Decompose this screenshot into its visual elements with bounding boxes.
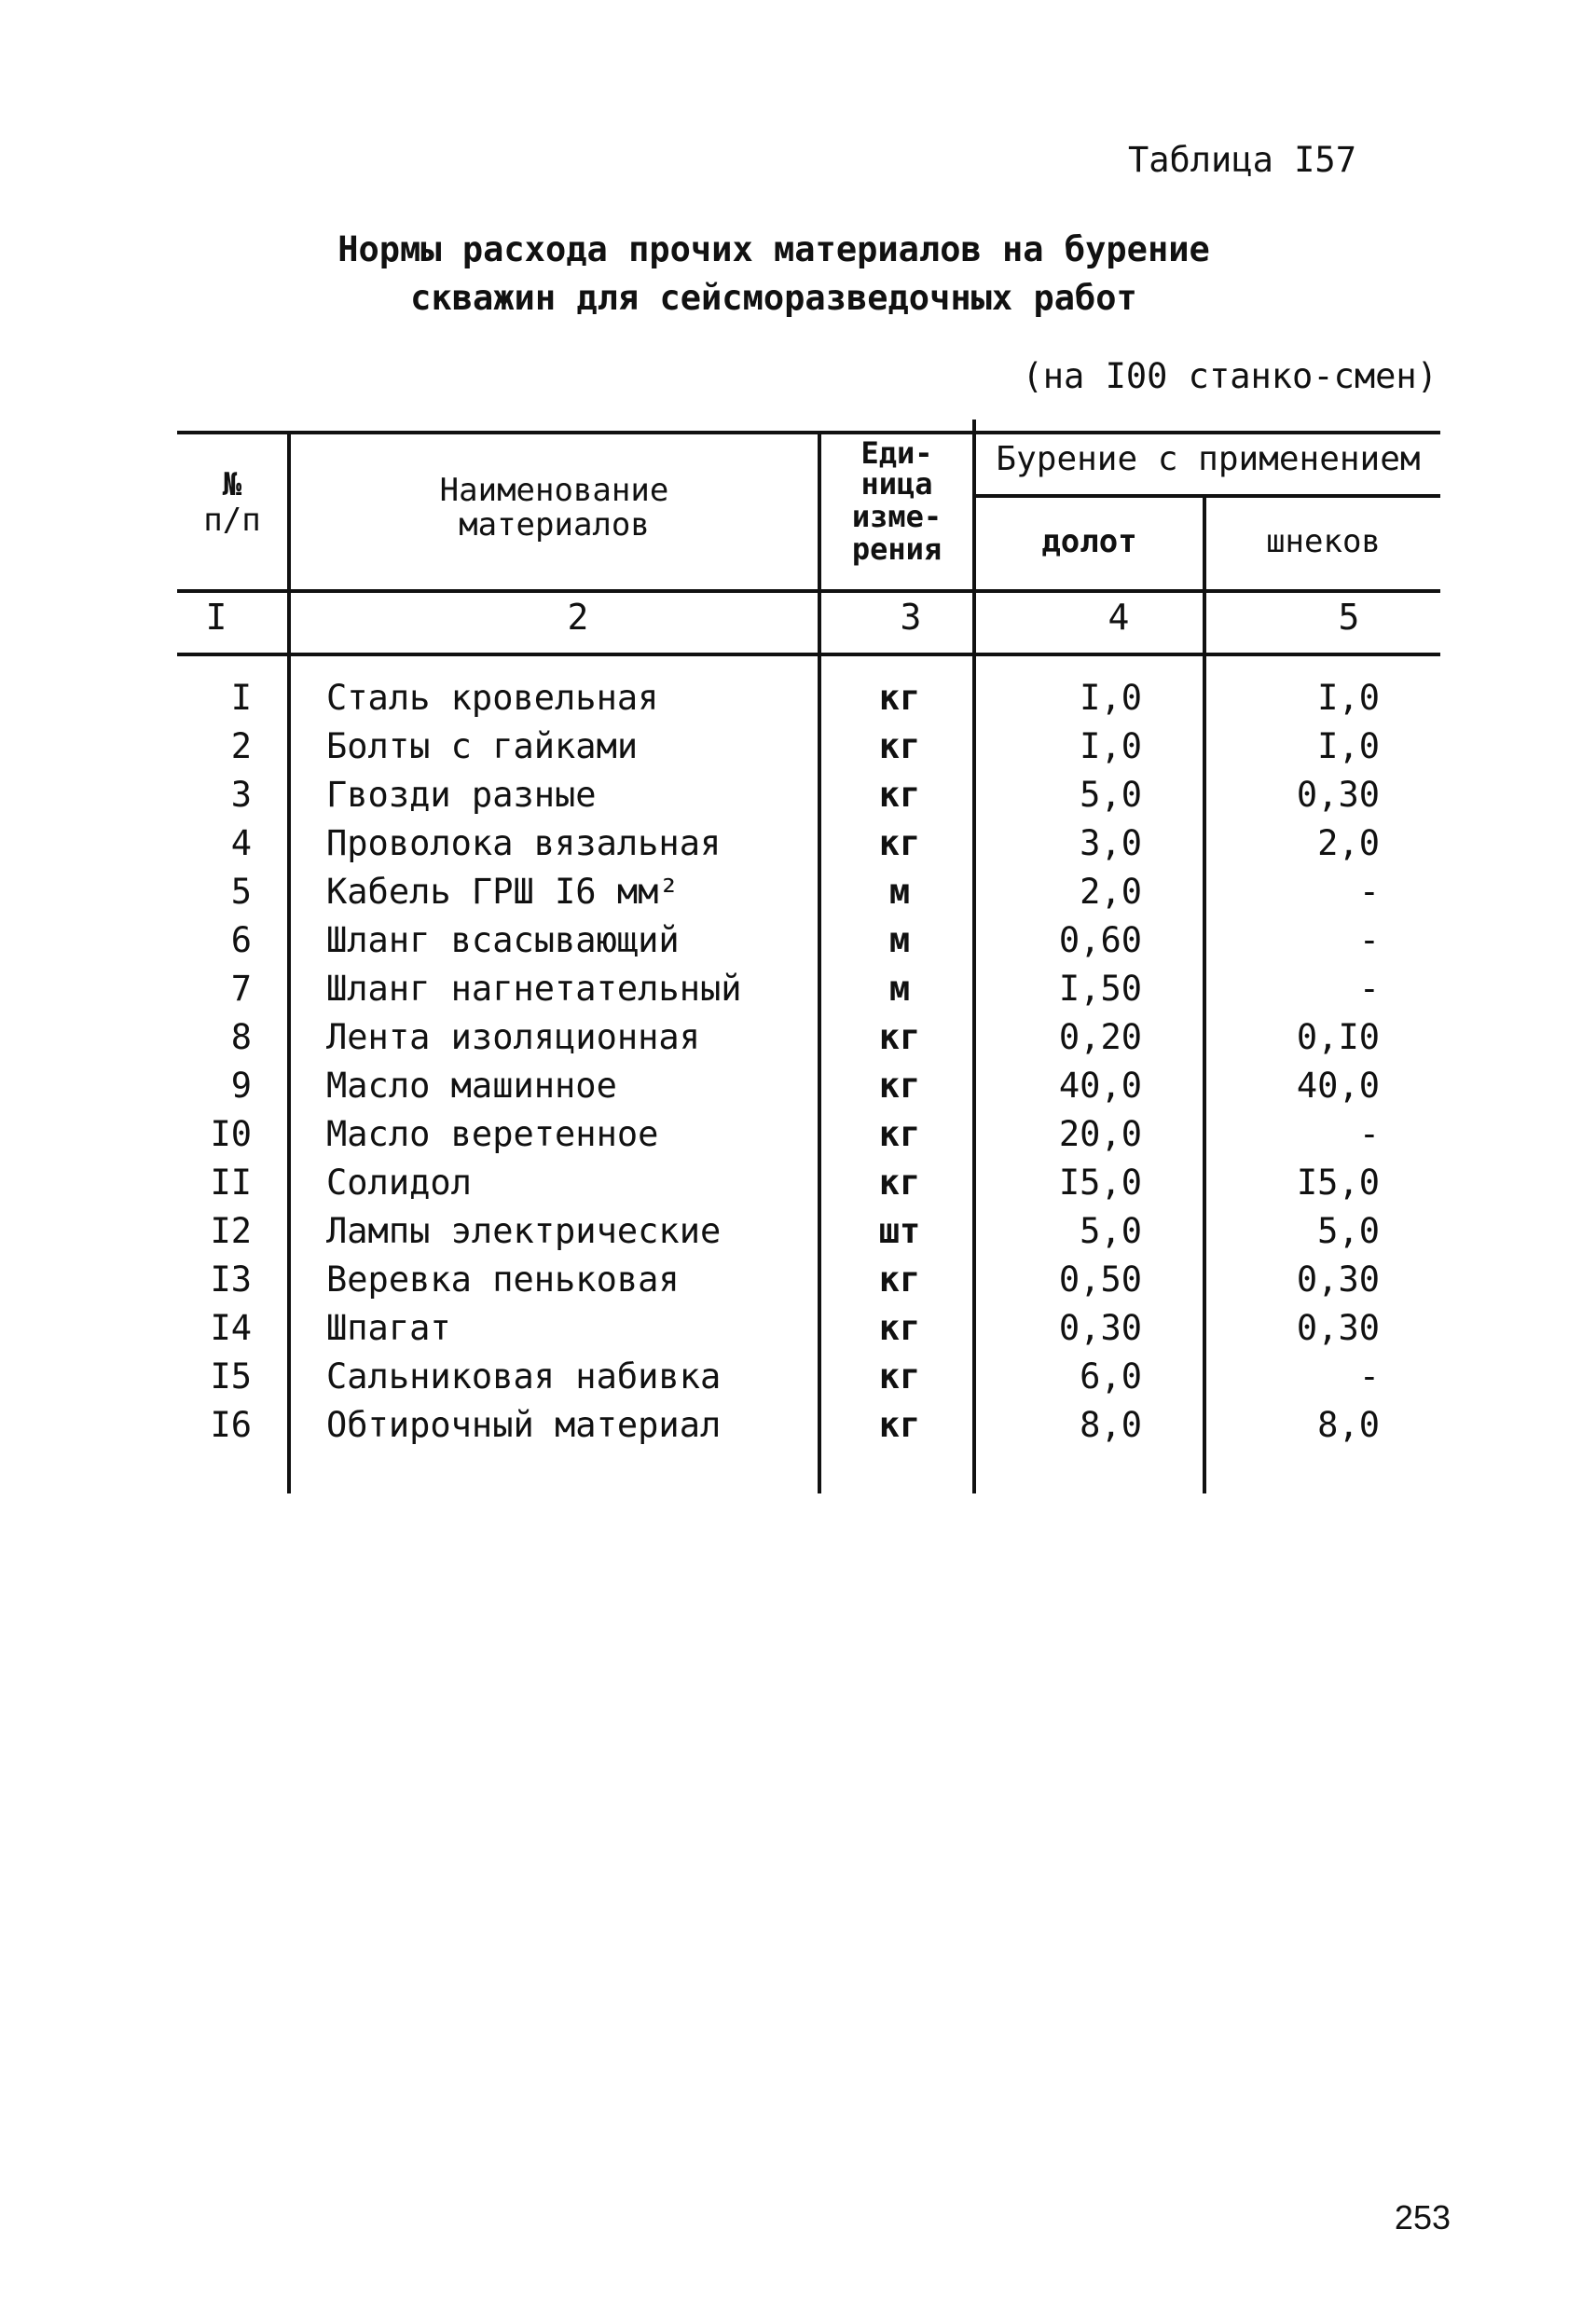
unit-of-measure: кг bbox=[878, 1405, 921, 1445]
material-name: Сальниковая набивка bbox=[326, 1356, 722, 1397]
unit-of-measure: кг bbox=[878, 775, 921, 815]
material-name: Проволока вязальная bbox=[326, 823, 722, 863]
table-title-line-1: Нормы расхода прочих материалов на бурение bbox=[337, 229, 1210, 269]
norm-dolot: 0,20 bbox=[1058, 1017, 1142, 1057]
norm-shnek: 2,0 bbox=[1317, 823, 1380, 863]
header-unit-line-3: изме- bbox=[851, 499, 942, 534]
unit-of-measure: кг bbox=[878, 823, 921, 863]
material-name: Масло машинное bbox=[326, 1066, 617, 1106]
column-number-4: 4 bbox=[1108, 597, 1130, 638]
table-row bbox=[0, 920, 1596, 969]
norm-shnek: - bbox=[1358, 1356, 1380, 1397]
unit-of-measure: кг bbox=[878, 1308, 921, 1348]
norm-shnek: - bbox=[1358, 1114, 1380, 1154]
material-name: Шланг всасывающий bbox=[326, 920, 680, 960]
unit-of-measure: кг bbox=[878, 1017, 921, 1057]
norm-shnek: - bbox=[1358, 920, 1380, 960]
row-number: 9 bbox=[230, 1066, 252, 1106]
table-row bbox=[0, 1211, 1596, 1259]
material-name: Сталь кровельная bbox=[326, 678, 659, 718]
header-num-label: п/п bbox=[203, 502, 261, 539]
column-number-1: I bbox=[205, 597, 227, 638]
table-row bbox=[0, 678, 1596, 726]
row-number: II bbox=[210, 1163, 252, 1203]
row-number: I5 bbox=[210, 1356, 252, 1397]
row-number: 8 bbox=[230, 1017, 252, 1057]
row-number: I2 bbox=[210, 1211, 252, 1251]
norm-dolot: 20,0 bbox=[1058, 1114, 1142, 1154]
header-dolot: долот bbox=[1041, 523, 1137, 560]
unit-of-measure: м bbox=[888, 969, 911, 1009]
norm-dolot: I,0 bbox=[1080, 678, 1142, 718]
material-name: Лента изоляционная bbox=[326, 1017, 700, 1057]
row-number: 2 bbox=[230, 726, 252, 766]
norm-dolot: 0,30 bbox=[1058, 1308, 1142, 1348]
header-name-line-1: Наименование bbox=[439, 472, 669, 509]
norm-dolot: 3,0 bbox=[1080, 823, 1142, 863]
unit-of-measure: кг bbox=[878, 678, 921, 718]
material-name: Солидол bbox=[326, 1163, 472, 1203]
norm-shnek: I,0 bbox=[1317, 726, 1380, 766]
table-title-line-2: скважин для сейсморазведочных работ bbox=[410, 278, 1137, 318]
row-number: 4 bbox=[230, 823, 252, 863]
norm-dolot: 6,0 bbox=[1080, 1356, 1142, 1397]
material-name: Веревка пеньковая bbox=[326, 1259, 680, 1300]
norm-dolot: 2,0 bbox=[1080, 872, 1142, 912]
table-row bbox=[0, 969, 1596, 1017]
material-name: Шланг нагнетательный bbox=[326, 969, 742, 1009]
unit-of-measure: м bbox=[888, 920, 911, 960]
table-row bbox=[0, 1163, 1596, 1211]
header-name-line-2: материалов bbox=[459, 506, 650, 544]
header-drilling-group: Бурение с применением bbox=[996, 440, 1421, 478]
material-name: Гвозди разные bbox=[326, 775, 597, 815]
unit-of-measure: шт bbox=[878, 1211, 921, 1251]
header-unit-line-4: рения bbox=[851, 531, 942, 567]
unit-of-measure: м bbox=[888, 872, 911, 912]
table-label: Таблица I57 bbox=[1127, 140, 1356, 180]
table-row bbox=[0, 1405, 1596, 1453]
table-row bbox=[0, 823, 1596, 872]
group-header-divider bbox=[974, 494, 1440, 498]
unit-of-measure: кг bbox=[878, 1114, 921, 1154]
norm-shnek: 0,30 bbox=[1296, 775, 1380, 815]
row-number: I0 bbox=[210, 1114, 252, 1154]
table-row bbox=[0, 1066, 1596, 1114]
row-number: I6 bbox=[210, 1405, 252, 1445]
table-row bbox=[0, 1017, 1596, 1066]
unit-of-measure: кг bbox=[878, 726, 921, 766]
norm-shnek: 0,I0 bbox=[1296, 1017, 1380, 1057]
norm-dolot: 40,0 bbox=[1058, 1066, 1142, 1106]
row-number: I3 bbox=[210, 1259, 252, 1300]
table-row bbox=[0, 775, 1596, 823]
row-number: 3 bbox=[230, 775, 252, 815]
norm-dolot: 0,60 bbox=[1058, 920, 1142, 960]
norm-shnek: I,0 bbox=[1317, 678, 1380, 718]
page-number: 253 bbox=[1394, 2198, 1451, 2236]
table-row bbox=[0, 872, 1596, 920]
norm-shnek: 5,0 bbox=[1317, 1211, 1380, 1251]
norm-dolot: I5,0 bbox=[1058, 1163, 1142, 1203]
norm-dolot: 0,50 bbox=[1058, 1259, 1142, 1300]
material-name: Шпагат bbox=[326, 1308, 451, 1348]
norm-dolot: 5,0 bbox=[1080, 1211, 1142, 1251]
norm-shnek: 8,0 bbox=[1317, 1405, 1380, 1445]
header-bottom-border bbox=[177, 589, 1440, 593]
material-name: Масло веретенное bbox=[326, 1114, 659, 1154]
material-name: Обтирочный материал bbox=[326, 1405, 722, 1445]
column-number-3: 3 bbox=[900, 597, 922, 638]
material-name: Болты с гайками bbox=[326, 726, 639, 766]
table-row bbox=[0, 1308, 1596, 1356]
norm-shnek: I5,0 bbox=[1296, 1163, 1380, 1203]
table-top-border bbox=[177, 431, 1440, 434]
norm-shnek: - bbox=[1358, 969, 1380, 1009]
norm-shnek: 0,30 bbox=[1296, 1259, 1380, 1300]
unit-of-measure: кг bbox=[878, 1356, 921, 1397]
material-name: Кабель ГРШ I6 мм² bbox=[326, 872, 680, 912]
norm-shnek: 40,0 bbox=[1296, 1066, 1380, 1106]
row-number: 6 bbox=[230, 920, 252, 960]
units-note: (на I00 станко-смен) bbox=[1022, 356, 1438, 396]
table-row bbox=[0, 1114, 1596, 1163]
row-number: 5 bbox=[230, 872, 252, 912]
column-number-row-border bbox=[177, 653, 1440, 656]
norm-dolot: 8,0 bbox=[1080, 1405, 1142, 1445]
column-number-2: 2 bbox=[567, 597, 589, 638]
table-row bbox=[0, 1356, 1596, 1405]
norm-shnek: - bbox=[1358, 872, 1380, 912]
column-number-5: 5 bbox=[1338, 597, 1360, 638]
table-row bbox=[0, 1259, 1596, 1308]
row-number: I4 bbox=[210, 1308, 252, 1348]
unit-of-measure: кг bbox=[878, 1259, 921, 1300]
unit-of-measure: кг bbox=[878, 1163, 921, 1203]
unit-of-measure: кг bbox=[878, 1066, 921, 1106]
norm-dolot: I,50 bbox=[1058, 969, 1142, 1009]
norm-dolot: I,0 bbox=[1080, 726, 1142, 766]
norm-dolot: 5,0 bbox=[1080, 775, 1142, 815]
table-row bbox=[0, 726, 1596, 775]
row-number: 7 bbox=[230, 969, 252, 1009]
material-name: Лампы электрические bbox=[326, 1211, 722, 1251]
header-num-symbol: № bbox=[222, 466, 242, 503]
header-unit-line-1: Еди- bbox=[860, 435, 933, 471]
header-shnek: шнеков bbox=[1266, 523, 1381, 560]
header-unit-line-2: ница bbox=[860, 466, 933, 502]
norm-shnek: 0,30 bbox=[1296, 1308, 1380, 1348]
row-number: I bbox=[230, 678, 252, 718]
